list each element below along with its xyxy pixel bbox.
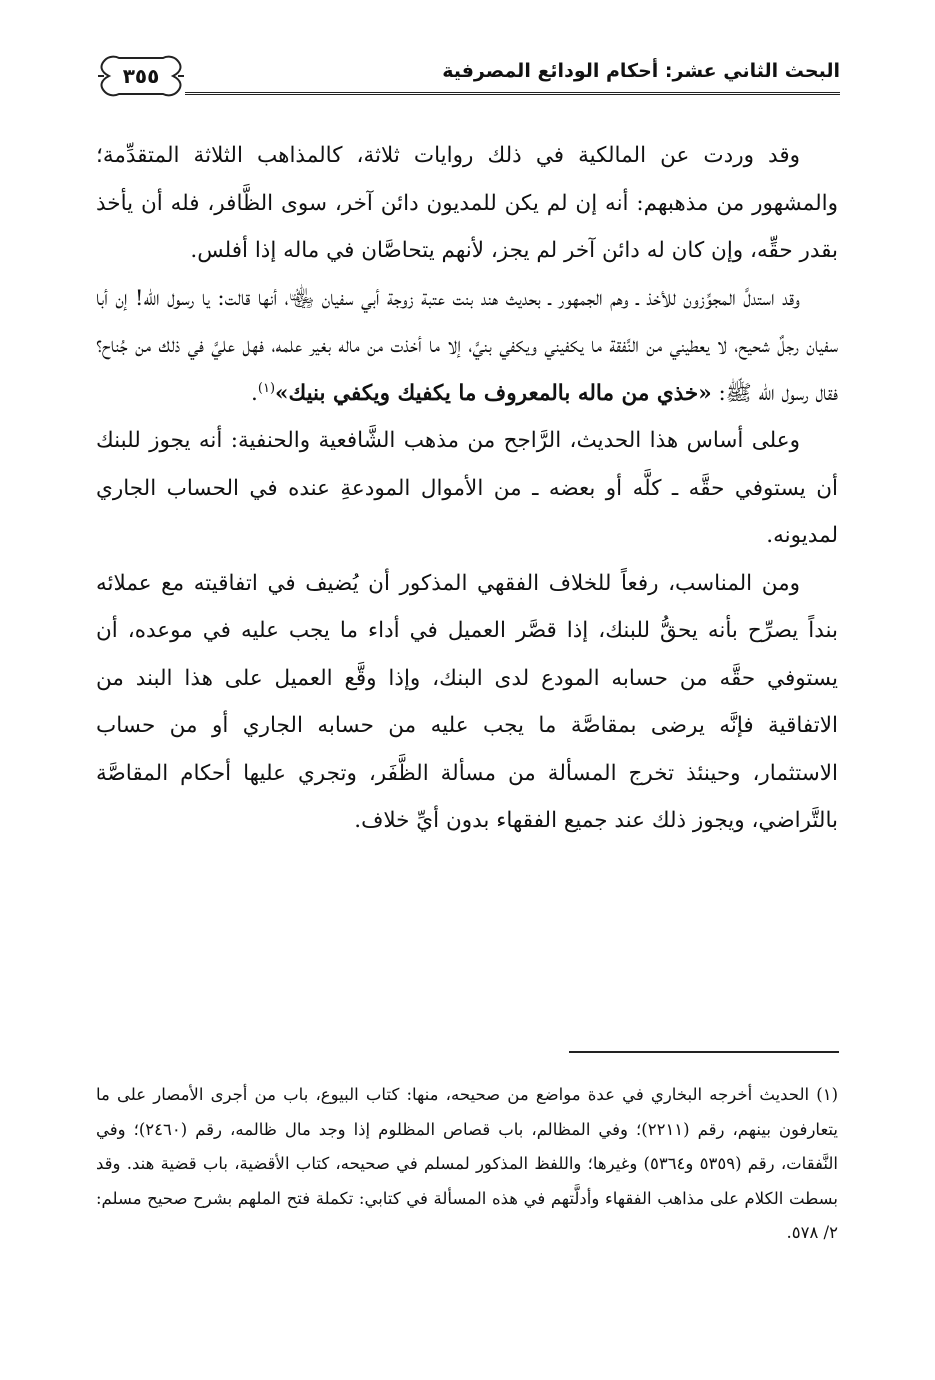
paragraph-1: وقد وردت عن المالكية في ذلك روايات ثلاثة، كالمذاهب الثلاثة المتقدِّمة؛ والمشهور من مذهبهم: أنه إن لم يكن للمديون دائن آخر، سوى الظَّافر، فله أن يأخذ بقدر حقِّه، وإن كان له دائن آخر لم يجز، لأنهم يتحاصَّان في ماله إذا أفلس.	[96, 143, 838, 263]
paragraph-3: وعلى أساس هذا الحديث، الرَّاجح من مذهب الشَّافعية والحنفية: أنه يجوز للبنك أن يستوفي حقَّه ـ كلَّه أو بعضه ـ من الأموال المودعةِ عنده في الحساب الجاري لمديونه.	[96, 428, 838, 548]
chapter-title: البحث الثاني عشر: أحكام الودائع المصرفية	[442, 60, 840, 82]
footnote-reference[interactable]: (١)	[257, 380, 276, 396]
footnote-1: (١) الحديث أخرجه البخاري في عدة مواضع من صحيحه، منها: كتاب البيوع، باب من أجرى الأمصار على ما يتعارفون بينهم، رقم (٢٢١١)؛ وفي المظالم، باب قصاص المظلوم إذا وجد مال ظالمه، رقم (٢٤٦٠)؛ وفي النَّفقات، رقم (٥٣٥٩ و٥٣٦٤) وغيرها؛ واللفظ المذكور لمسلم في صحيحه، كتاب الأقضية، باب قضية هند. وقد بسطت الكلام على مذاهب الفقهاء وأدلَّتهم في هذه المسألة في كتابي: تكملة فتح الملهم بشرح صحيح مسلم: ٢/ ٥٧٨.	[96, 1085, 838, 1242]
paragraph-2-end: .	[251, 380, 258, 406]
page-number: ٣٥٥	[122, 64, 160, 88]
hadith-quote: «خذي من ماله بالمعروف ما يكفيك ويكفي بنيك»	[275, 380, 712, 406]
page-number-ornament	[95, 52, 187, 100]
running-header	[95, 52, 840, 104]
paragraph-2	[96, 275, 838, 418]
main-text	[96, 132, 838, 845]
paragraph-4: ومن المناسب، رفعاً للخلاف الفقهي المذكور أن يُضيف في اتفاقيته مع عملائه بنداً يصرِّح بأنه يحقُّ للبنك، إذا قصَّر العميل في أداء ما يجب عليه في موعده، أن يستوفي حقَّه من حسابه المودع لدى البنك، وإذا وقَّع العميل على هذا البند من الاتفاقية فإنَّه يرضى بمقاصَّة ما يجب عليه من حسابه الجاري أو من حساب الاستثمار، وحينئذ تخرج المسألة من مسألة الظَّفَر، وتجري عليها أحكام المقاصَّة بالتَّراضي، ويجوز ذلك عند جميع الفقهاء بدون أيِّ خلاف.	[96, 570, 838, 833]
footnotes	[96, 1078, 838, 1251]
paragraph-2-text: وقد استدلَّ المجوِّزون للأخذ ـ وهم الجمهور ـ بحديث هند بنت عتبة زوجة أبي سفيان ﵄، أنها قالت: يا رسول الله! إن أبا سفيان رجلٌ شحيح، لا يعطيني من النَّفقة ما يكفيني ويكفي بنيَّ، إلا ما أخذت من ماله بغير علمه، فهل عليَّ في ذلك من جُناح؟ فقال رسول الله ﷺ:	[96, 285, 838, 406]
footnote-separator	[569, 1051, 839, 1053]
header-rule	[185, 92, 840, 95]
